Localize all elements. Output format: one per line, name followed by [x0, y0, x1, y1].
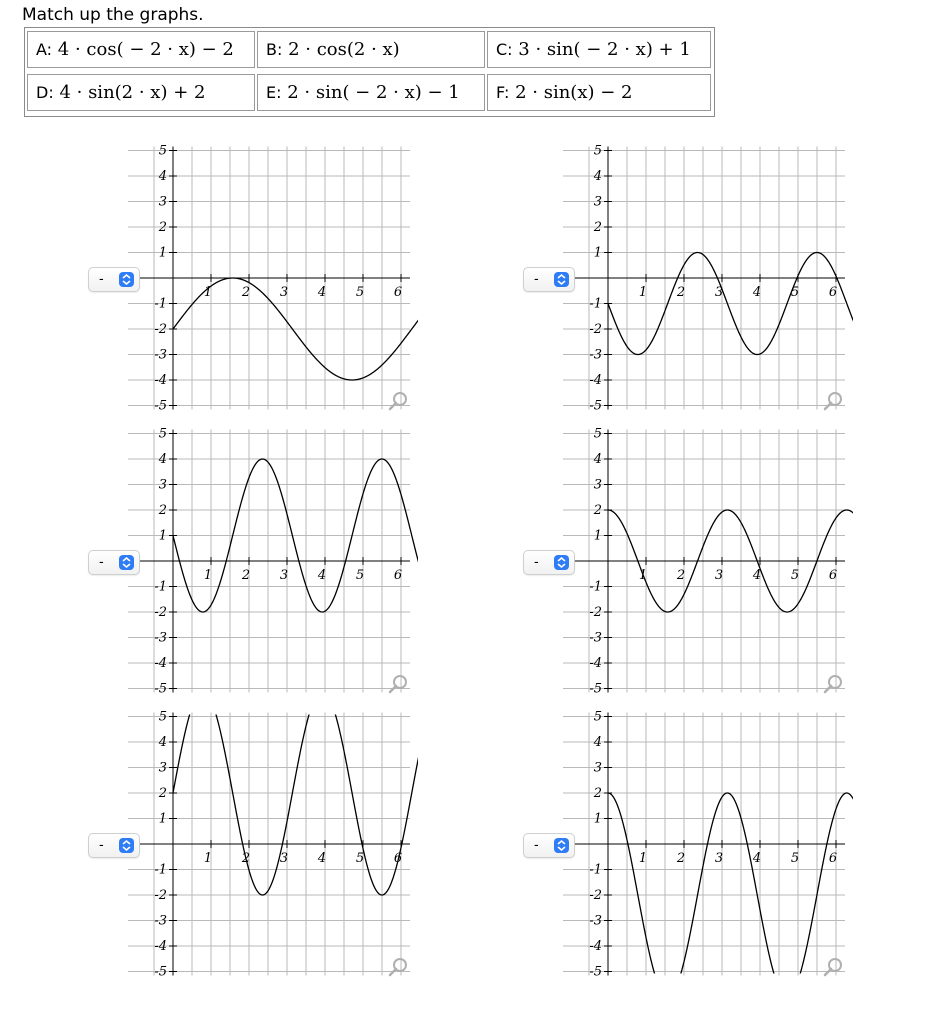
y-tick-label: -2 [154, 605, 167, 620]
y-tick-label: -1 [154, 862, 167, 878]
magnifier-icon[interactable] [390, 959, 406, 975]
x-tick-label: 1 [203, 285, 213, 300]
y-tick-label: -4 [154, 939, 167, 954]
x-tick-label: 5 [355, 851, 365, 866]
graph-5-select-value: - [99, 836, 104, 852]
option-b-label: B: [266, 40, 283, 59]
x-tick-label: 3 [279, 568, 289, 583]
y-tick-label: 1 [158, 811, 167, 827]
y-tick-label: 2 [593, 503, 602, 518]
graph-4-select-value: - [534, 553, 539, 569]
graph-5 [128, 706, 418, 991]
x-tick-label: 3 [279, 285, 289, 300]
y-tick-label: -2 [589, 888, 602, 903]
option-e-label: E: [266, 83, 282, 102]
x-tick-label: 2 [241, 568, 251, 583]
x-tick-label: 2 [676, 851, 686, 866]
x-tick-label: 5 [355, 568, 365, 583]
y-tick-label: 5 [158, 426, 167, 442]
option-a-expr: 4 · cos( − 2 · x) − 2 [57, 39, 234, 60]
x-tick-label: 6 [393, 285, 403, 300]
x-tick-label: 4 [752, 568, 762, 583]
option-e [257, 74, 485, 111]
option-a [27, 31, 255, 68]
updown-arrows-icon [554, 555, 569, 570]
x-tick-label: 2 [241, 285, 251, 300]
x-tick-label: 1 [638, 568, 648, 583]
y-tick-label: 3 [158, 194, 167, 210]
x-tick-label: 3 [279, 851, 289, 866]
y-tick-label: 4 [158, 452, 167, 467]
updown-arrows-icon [119, 838, 134, 853]
y-tick-label: 3 [158, 477, 167, 493]
y-tick-label: 4 [158, 169, 167, 184]
y-tick-label: -2 [154, 322, 167, 337]
y-tick-label: -4 [589, 373, 602, 388]
y-tick-label: -1 [589, 296, 602, 312]
y-tick-label: -2 [154, 888, 167, 903]
graph-svg [563, 706, 853, 991]
y-tick-label: 3 [593, 760, 602, 776]
graph-3 [128, 423, 418, 708]
graph-svg [128, 706, 418, 991]
graph-4 [563, 423, 853, 708]
graph-svg [128, 423, 418, 708]
graph-6-select[interactable] [523, 833, 575, 858]
y-tick-label: 3 [158, 760, 167, 776]
y-tick-label: -3 [589, 913, 602, 929]
x-tick-label: 3 [714, 851, 724, 866]
y-tick-label: 2 [593, 220, 602, 235]
option-f-expr: 2 · sin(x) − 2 [515, 82, 633, 103]
magnifier-icon[interactable] [390, 393, 406, 409]
option-b-expr: 2 · cos(2 · x) [288, 39, 400, 60]
page-title: Match up the graphs. [22, 5, 204, 25]
y-tick-label: -3 [589, 347, 602, 363]
graph-svg [563, 423, 853, 708]
y-tick-label: 1 [593, 811, 602, 827]
graph-2 [563, 140, 853, 425]
y-tick-label: -5 [154, 398, 167, 414]
y-tick-label: 5 [593, 426, 602, 442]
y-tick-label: -5 [154, 964, 167, 980]
updown-arrows-icon [554, 838, 569, 853]
y-tick-label: 2 [158, 503, 167, 518]
y-tick-label: -1 [154, 296, 167, 312]
y-tick-label: -3 [589, 630, 602, 646]
x-tick-label: 1 [638, 851, 648, 866]
x-tick-label: 3 [714, 568, 724, 583]
graph-1 [128, 140, 418, 425]
graph-3-select[interactable] [88, 550, 140, 575]
y-tick-label: 3 [593, 194, 602, 210]
updown-arrows-icon [554, 272, 569, 287]
y-tick-label: 1 [158, 528, 167, 544]
x-tick-label: 4 [317, 568, 327, 583]
y-tick-label: 5 [158, 709, 167, 725]
x-tick-label: 1 [203, 851, 213, 866]
y-tick-label: 1 [593, 245, 602, 261]
option-d [27, 74, 255, 111]
option-c-expr: 3 · sin( − 2 · x) + 1 [518, 39, 691, 60]
magnifier-icon[interactable] [825, 959, 841, 975]
y-tick-label: -5 [589, 398, 602, 414]
y-tick-label: 4 [593, 169, 602, 184]
graph-2-select[interactable] [523, 267, 575, 292]
y-tick-label: 2 [593, 786, 602, 801]
y-tick-label: -1 [589, 862, 602, 878]
magnifier-icon[interactable] [825, 393, 841, 409]
y-tick-label: -5 [589, 681, 602, 697]
y-tick-label: -1 [589, 579, 602, 595]
x-tick-label: 5 [790, 568, 800, 583]
options-table [24, 27, 715, 117]
x-tick-label: 2 [676, 285, 686, 300]
y-tick-label: -4 [154, 373, 167, 388]
x-tick-label: 6 [828, 568, 838, 583]
option-d-label: D: [36, 83, 54, 102]
x-tick-label: 1 [638, 285, 648, 300]
graph-5-select[interactable] [88, 833, 140, 858]
y-tick-label: 1 [593, 528, 602, 544]
x-tick-label: 5 [790, 851, 800, 866]
y-tick-label: -3 [154, 913, 167, 929]
y-tick-label: 4 [593, 735, 602, 750]
option-c-label: C: [496, 40, 513, 59]
graph-2-select-value: - [534, 270, 539, 286]
y-tick-label: 5 [593, 709, 602, 725]
y-tick-label: 4 [593, 452, 602, 467]
graph-6-select-value: - [534, 836, 539, 852]
option-b [257, 31, 485, 68]
updown-arrows-icon [119, 272, 134, 287]
graph-svg [128, 140, 418, 425]
y-tick-label: -2 [589, 605, 602, 620]
x-tick-label: 5 [355, 285, 365, 300]
y-tick-label: -3 [154, 347, 167, 363]
y-tick-label: 5 [593, 143, 602, 159]
y-tick-label: -5 [589, 964, 602, 980]
x-tick-label: 5 [790, 285, 800, 300]
graph-svg [563, 140, 853, 425]
option-a-label: A: [36, 40, 53, 59]
x-tick-label: 2 [676, 568, 686, 583]
graph-1-select[interactable] [88, 267, 140, 292]
x-tick-label: 4 [317, 851, 327, 866]
x-tick-label: 6 [393, 568, 403, 583]
x-tick-label: 6 [393, 851, 403, 866]
option-f-label: F: [496, 83, 510, 102]
x-tick-label: 2 [241, 851, 251, 866]
x-tick-label: 6 [828, 851, 838, 866]
y-tick-label: 1 [158, 245, 167, 261]
x-tick-label: 4 [752, 851, 762, 866]
y-tick-label: 3 [593, 477, 602, 493]
magnifier-icon[interactable] [390, 676, 406, 692]
x-tick-label: 1 [203, 568, 213, 583]
y-tick-label: 5 [158, 143, 167, 159]
y-tick-label: -4 [589, 656, 602, 671]
y-tick-label: -3 [154, 630, 167, 646]
graph-4-select[interactable] [523, 550, 575, 575]
updown-arrows-icon [119, 555, 134, 570]
option-f [487, 74, 711, 111]
y-tick-label: -2 [589, 322, 602, 337]
x-tick-label: 3 [714, 285, 724, 300]
y-tick-label: -4 [589, 939, 602, 954]
graph-1-select-value: - [99, 270, 104, 286]
y-tick-label: -1 [154, 579, 167, 595]
x-tick-label: 4 [317, 285, 327, 300]
magnifier-icon[interactable] [825, 676, 841, 692]
graph-3-select-value: - [99, 553, 104, 569]
option-c [487, 31, 711, 68]
y-tick-label: 4 [158, 735, 167, 750]
y-tick-label: 2 [158, 220, 167, 235]
y-tick-label: -5 [154, 681, 167, 697]
graph-6 [563, 706, 853, 991]
function-curve [173, 706, 418, 895]
y-tick-label: -4 [154, 656, 167, 671]
x-tick-label: 4 [752, 285, 762, 300]
function-curve [608, 793, 853, 991]
y-tick-label: 2 [158, 786, 167, 801]
option-d-expr: 4 · sin(2 · x) + 2 [59, 82, 206, 103]
option-e-expr: 2 · sin( − 2 · x) − 1 [287, 82, 460, 103]
x-tick-label: 6 [828, 285, 838, 300]
